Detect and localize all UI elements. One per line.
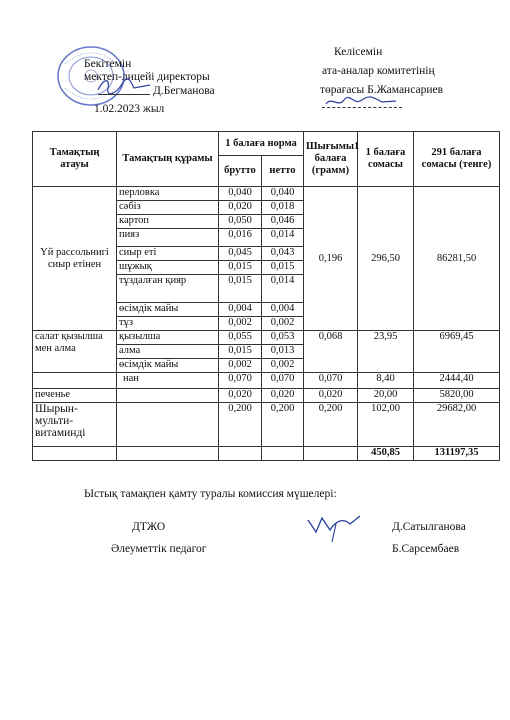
cost-one-value: 296,50 (358, 187, 414, 331)
col-header-output: Шығымы1 балаға (грамм) (304, 132, 358, 187)
director-signature (96, 76, 152, 96)
netto-value: 0,013 (262, 345, 304, 359)
brutto-value: 0,070 (219, 373, 262, 389)
commission-name-2: Б.Сарсембаев (392, 543, 460, 555)
netto-value: 0,040 (262, 187, 304, 201)
cost-total-value: 86281,50 (414, 187, 500, 331)
netto-value: 0,053 (262, 331, 304, 345)
ingredient-name: шұжық (117, 261, 219, 275)
ingredient-name: картоп (117, 215, 219, 229)
output-value: 0,196 (304, 187, 358, 331)
netto-value: 0,015 (262, 261, 304, 275)
netto-value: 0,046 (262, 215, 304, 229)
empty-cell (304, 447, 358, 461)
total-cost-one: 450,85 (358, 447, 414, 461)
committee-title: ата-аналар комитетінің (322, 65, 435, 77)
director-name: Д.Бегманова (153, 85, 215, 97)
brutto-value: 0,200 (219, 403, 262, 447)
ingredient-name: тұздалған қияр (117, 275, 219, 303)
brutto-value: 0,016 (219, 229, 262, 247)
col-header-norm: 1 балаға норма (219, 132, 304, 156)
empty-cell (219, 447, 262, 461)
col-header-dish-name: Тамақтың атауы (33, 132, 117, 187)
table-row (33, 331, 500, 345)
netto-value: 0,014 (262, 275, 304, 303)
approve-label: Бекітемін (84, 58, 132, 70)
approval-date: 1.02.2023 жыл (94, 103, 165, 115)
table-row (33, 389, 500, 403)
total-cost-all: 131197,35 (414, 447, 500, 461)
dish-name: Үй рассольнигі сиыр етінен (33, 187, 117, 331)
composition-empty (117, 389, 219, 403)
menu-table (32, 131, 500, 461)
col-header-cost-total: 291 балаға сомасы (тенге) (414, 132, 500, 187)
commission-role-2: Әлеуметтік педагог (111, 543, 207, 555)
netto-value: 0,070 (262, 373, 304, 389)
dish-name: Шырын-мульти-витаминді (33, 403, 117, 447)
ingredient-name: тұз (117, 317, 219, 331)
netto-value: 0,020 (262, 389, 304, 403)
netto-value: 0,018 (262, 201, 304, 215)
ingredient-name: сәбіз (117, 201, 219, 215)
brutto-value: 0,015 (219, 261, 262, 275)
netto-value: 0,014 (262, 229, 304, 247)
table-row (33, 373, 500, 389)
brutto-value: 0,055 (219, 331, 262, 345)
member-signature-1 (302, 510, 364, 544)
col-header-composition: Тамақтың құрамы (117, 132, 219, 187)
cost-one-value: 20,00 (358, 389, 414, 403)
brutto-value: 0,015 (219, 275, 262, 303)
output-value: 0,020 (304, 389, 358, 403)
cost-one-value: 102,00 (358, 403, 414, 447)
commission-role-1: ДТЖО (132, 521, 166, 533)
cost-total-value: 6969,45 (414, 331, 500, 373)
ingredient-name: қызылша (117, 331, 219, 345)
brutto-value: 0,040 (219, 187, 262, 201)
committee-chair-name: төрағасы Б.Жамансариев (320, 84, 444, 96)
brutto-value: 0,002 (219, 317, 262, 331)
brutto-value: 0,020 (219, 389, 262, 403)
dish-name: салат қызылша мен алма (33, 331, 117, 373)
composition-empty (117, 403, 219, 447)
ingredient-name: өсімдік майы (117, 303, 219, 317)
ingredient-name: сиыр еті (117, 247, 219, 261)
empty-cell (262, 447, 304, 461)
netto-value: 0,002 (262, 317, 304, 331)
netto-value: 0,004 (262, 303, 304, 317)
brutto-value: 0,045 (219, 247, 262, 261)
table-row (33, 187, 500, 201)
brutto-value: 0,002 (219, 359, 262, 373)
cost-one-value: 8,40 (358, 373, 414, 389)
commission-heading: Ыстық тамақпен қамту туралы комиссия мүшелері: (84, 488, 337, 500)
col-header-brutto: брутто (219, 156, 262, 187)
output-value: 0,070 (304, 373, 358, 389)
table-row (33, 403, 500, 447)
total-row (33, 447, 500, 461)
signature-line (98, 94, 150, 95)
empty-cell (33, 447, 117, 461)
cost-total-value: 29682,00 (414, 403, 500, 447)
cost-total-value: 5820,00 (414, 389, 500, 403)
ingredient-name: алма (117, 345, 219, 359)
chair-signature-line (322, 107, 402, 108)
ingredient-name: өсімдік майы (117, 359, 219, 373)
dish-name: нан (117, 373, 219, 389)
commission-name-1: Д.Сатылганова (392, 521, 466, 533)
cost-one-value: 23,95 (358, 331, 414, 373)
empty-cell (117, 447, 219, 461)
brutto-value: 0,050 (219, 215, 262, 229)
output-value: 0,200 (304, 403, 358, 447)
col-header-cost-one: 1 балаға сомасы (358, 132, 414, 187)
brutto-value: 0,015 (219, 345, 262, 359)
director-title: мектеп-лицейі директоры (84, 71, 210, 83)
netto-value: 0,200 (262, 403, 304, 447)
brutto-value: 0,020 (219, 201, 262, 215)
netto-value: 0,002 (262, 359, 304, 373)
brutto-value: 0,004 (219, 303, 262, 317)
ingredient-name: пияз (117, 229, 219, 247)
col-header-netto: нетто (262, 156, 304, 187)
dish-name-empty (33, 373, 117, 389)
cost-total-value: 2444,40 (414, 373, 500, 389)
netto-value: 0,043 (262, 247, 304, 261)
output-value: 0,068 (304, 331, 358, 373)
dish-name: печенье (33, 389, 117, 403)
agree-label: Келісемін (334, 46, 383, 58)
ingredient-name: перловка (117, 187, 219, 201)
